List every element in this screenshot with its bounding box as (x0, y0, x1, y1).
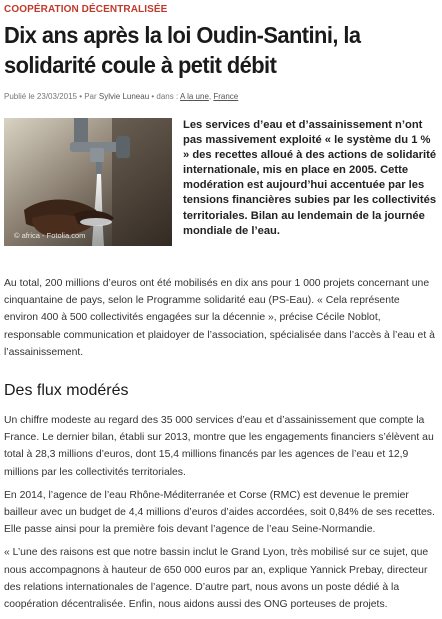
published-prefix: Publié le (4, 92, 37, 101)
article-lead (183, 118, 438, 239)
article-photo (4, 118, 172, 246)
author-prefix: • Par (76, 92, 99, 101)
paragraph-3: En 2014, l’agence de l’eau Rhône-Méditerranée et Corse (RMC) est devenue le premier bailleur avec un budget de 4,4 millions d’euros d’aides accordées, soit 0,84% de ses recettes. Elle passe ainsi pour la première fois devant l’agence de l’eau Seine-Normandie. (4, 489, 435, 536)
author-name[interactable]: Sylvie Luneau (98, 92, 150, 101)
paragraph-4: « L’une des raisons est que notre bassin inclut le Grand Lyon, très mobilisé sur ce sujet, que nous accompagnons à hauteur de 650 000 euros par an, explique Yannick Prebay, directeur des relations internationales de l’agence. D’autre part, nous avons un poste dédié à la coopération décentralisée. Enfin, nous aidons aussi des ONG porteuses de projets. (4, 547, 429, 611)
article-meta (4, 92, 238, 101)
category-link-a-la-une[interactable]: A la une (179, 92, 209, 101)
photo-credit: © africa - Fotolia.com (14, 231, 86, 240)
article-title (4, 20, 409, 80)
water-tap-photo-icon (4, 118, 172, 246)
article-kicker[interactable]: COOPÉRATION DÉCENTRALISÉE (4, 4, 168, 15)
article-title-line-2: solidarité coule à petit débit (4, 52, 277, 78)
lead-paragraph: Les services d’eau et d’assainissement n’ont pas massivement exploité « le système du 1 % » des recettes alloué à des actions de solidarité internationale, mis en place en 2005. Cette modération est aujourd’hui accentuée par les tensions financières subies par les collectivités territoriales. Bilan au lendemain de la journée mondiale de l’eau. (183, 119, 437, 237)
article-intro (4, 275, 436, 367)
paragraph-1: Au total, 200 millions d’euros ont été mobilisés en dix ans pour 1 000 projets concernant une cinquantaine de pays, selon le Programme solidarité eau (PS-Eau). « Cela représente environ 400 à 500 collectivités engagées sur la décennie », précise Cécile Noblot, responsable communication et plaidoyer de l’association, spécialisée dans l’accès à l’eau et à l’assainissement. (4, 278, 435, 358)
categories-prefix: • dans : (149, 92, 180, 101)
paragraph-2: Un chiffre modeste au regard des 35 000 services d’eau et d’assainissement que compte la France. Le dernier bilan, établi sur 2013, montre que les engagements financiers s’élèvent au total à 28,3 millions d’euros, dont 15,4 millions financés par les agences de l’eau et 12,9 millions par les collectivités territoriales. (4, 415, 434, 478)
article-title-line-1: Dix ans après la loi Oudin-Santini, la (4, 22, 361, 48)
category-link-france[interactable]: France (213, 92, 239, 101)
publish-date: 23/03/2015 (36, 92, 77, 101)
section-heading: Des flux modérés (4, 382, 129, 399)
article-section-body (4, 412, 436, 619)
category-separator: , (208, 92, 214, 101)
